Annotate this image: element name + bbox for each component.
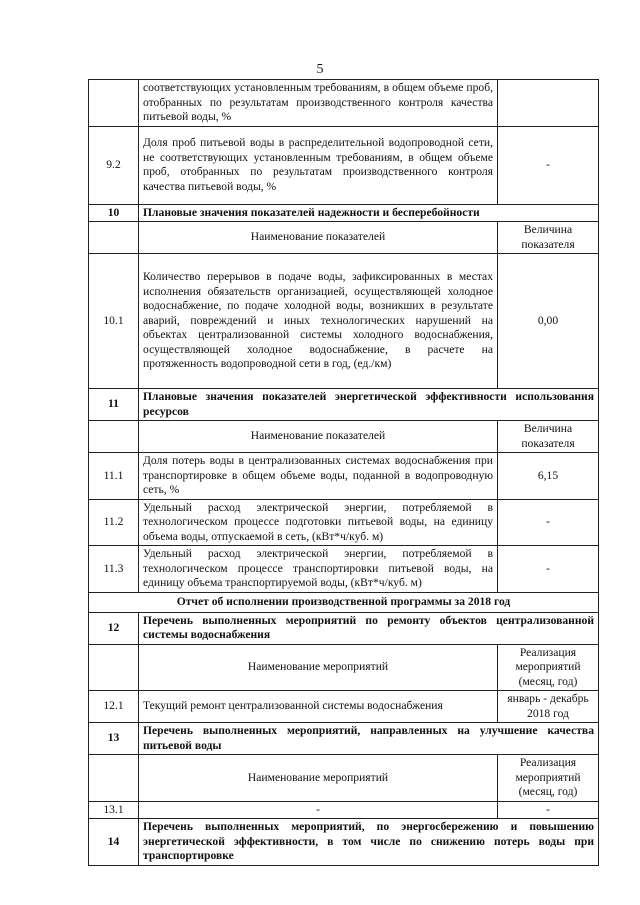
indicator-name-cell: Количество перерывов в подаче воды, зафиксированных в местах исполнения обязательств организацией, осуществляющей холодное водоснабжение, по подаче холодной воды, возникших в результате аварий, повреждений и иных технологических нарушений на объектах централизованной системы холодного водоснабжения, осуществляющей холодное водоснабжение, в расчете на протяженность водопроводной сети в год, (ед./км) — [139, 254, 498, 389]
measure-period-cell: январь - декабрь 2018 год — [498, 691, 599, 723]
section-row — [89, 389, 599, 421]
section-row — [89, 612, 599, 644]
column-header-value: Реализация мероприятий (месяц, год) — [498, 644, 599, 691]
table-row — [89, 546, 599, 593]
column-header-value: Величина показателя — [498, 421, 599, 453]
section-title-cell: Плановые значения показателей энергетической эффективности использования ресурсов — [139, 389, 599, 421]
measure-name-cell: - — [139, 801, 498, 819]
section-row — [89, 204, 599, 222]
row-number-cell: 9.2 — [89, 126, 139, 204]
row-number-cell — [89, 80, 139, 127]
section-title-cell: Перечень выполненных мероприятий, по энергосбережению и повышению энергетической эффективности, в том числе по снижению потерь воды при транспортировке — [139, 819, 599, 866]
section-title-cell: Перечень выполненных мероприятий по ремонту объектов централизованной системы водоснабжения — [139, 612, 599, 644]
section-number-cell: 12 — [89, 612, 139, 644]
section-number-cell: 11 — [89, 389, 139, 421]
table-row — [89, 254, 599, 389]
section-number-cell: 14 — [89, 819, 139, 866]
indicator-value-cell: - — [498, 499, 599, 546]
program-table — [88, 79, 599, 866]
indicator-value-cell: 6,15 — [498, 453, 599, 500]
header-row — [89, 222, 599, 254]
table-row — [89, 499, 599, 546]
indicator-name-cell: Доля проб питьевой воды в распределительной водопроводной сети, не соответствующих установленным требованиям, в общем объеме проб, отобранных по результатам производственного контроля качества питьевой воды, % — [139, 126, 498, 204]
table-row — [89, 801, 599, 819]
row-number-cell — [89, 421, 139, 453]
section-number-cell: 10 — [89, 204, 139, 222]
row-number-cell: 11.2 — [89, 499, 139, 546]
section-title-cell: Плановые значения показателей надежности и бесперебойности — [139, 204, 599, 222]
row-number-cell — [89, 222, 139, 254]
indicator-value-cell: - — [498, 126, 599, 204]
table-row — [89, 80, 599, 127]
measure-period-cell: - — [498, 801, 599, 819]
column-header-value: Реализация мероприятий (месяц, год) — [498, 755, 599, 802]
column-header-name: Наименование мероприятий — [139, 644, 498, 691]
indicator-name-cell: соответствующих установленным требованиям, в общем объеме проб, отобранных по результатам производственного контроля качества питьевой воды, % — [139, 80, 498, 127]
page-number: 5 — [316, 62, 324, 77]
section-title-cell: Перечень выполненных мероприятий, направленных на улучшение качества питьевой воды — [139, 723, 599, 755]
indicator-name-cell: Доля потерь воды в централизованных системах водоснабжения при транспортировке в общем объеме воды, поданной в водопроводную сеть, % — [139, 453, 498, 500]
section-row — [89, 819, 599, 866]
report-title-row — [89, 592, 599, 612]
indicator-name-cell: Удельный расход электрической энергии, потребляемой в технологическом процессе подготовки питьевой воды, на единицу объема воды, отпускаемой в сеть, (кВт*ч/куб. м) — [139, 499, 498, 546]
section-row — [89, 723, 599, 755]
indicator-value-cell: - — [498, 546, 599, 593]
column-header-name: Наименование показателей — [139, 222, 498, 254]
header-row — [89, 755, 599, 802]
row-number-cell: 13.1 — [89, 801, 139, 819]
indicator-name-cell: Удельный расход электрической энергии, потребляемой в технологическом процессе транспортировки питьевой воды, на единицу объема транспортируемой воды, (кВт*ч/куб. м) — [139, 546, 498, 593]
report-title: Отчет об исполнении производственной программы за 2018 год — [89, 592, 599, 612]
column-header-value: Величина показателя — [498, 222, 599, 254]
table-row — [89, 691, 599, 723]
indicator-value-cell — [498, 80, 599, 127]
row-number-cell: 11.1 — [89, 453, 139, 500]
header-row — [89, 644, 599, 691]
table-row — [89, 126, 599, 204]
row-number-cell — [89, 755, 139, 802]
row-number-cell — [89, 644, 139, 691]
column-header-name: Наименование показателей — [139, 421, 498, 453]
column-header-name: Наименование мероприятий — [139, 755, 498, 802]
measure-name-cell: Текущий ремонт централизованной системы водоснабжения — [139, 691, 498, 723]
indicator-value-cell: 0,00 — [498, 254, 599, 389]
section-number-cell: 13 — [89, 723, 139, 755]
row-number-cell: 11.3 — [89, 546, 139, 593]
header-row — [89, 421, 599, 453]
row-number-cell: 10.1 — [89, 254, 139, 389]
table-row — [89, 453, 599, 500]
row-number-cell: 12.1 — [89, 691, 139, 723]
